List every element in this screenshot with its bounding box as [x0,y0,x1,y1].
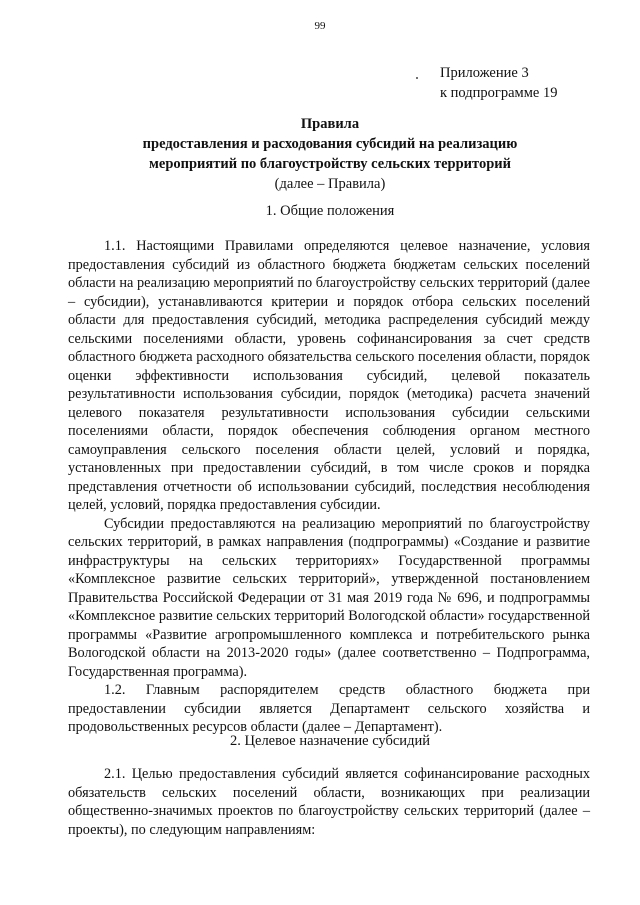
paragraph-1-2: 1.2. Главным распорядителем средств областного бюджета при предоставлении субсидии является Департамент сельского хозяйства и продовольственных ресурсов области (далее – Департамент). [68,682,590,735]
title-line-2: предоставления и расходования субсидий на реализацию [142,136,518,152]
paragraph-1-1: 1.1. Настоящими Правилами определяются целевое назначение, условия предоставления субсидий из областного бюджета бюджетам сельских поселений области на реализацию мероприятий по благоустройству сельских территорий (далее – субсидии), устанавливаются критерии и порядок отбора сельских поселений области для предоставления субсидий, методика распределения субсидий между сельскими поселениями области, уровень софинансирования за счет средств областного бюджета расходного обязательства сельского поселения области, порядок оценки эффективности использования субсидий, целевой показатель результативности использования субсидии, порядок (методика) расчета значений целевого показателя результативности использования субсидии сельскими поселениями области, порядок обеспечения соблюдения органом местного самоуправления сельского поселения области целей, условий и порядка, установленных при предоставлении субсидий, в том числе сроков и порядка представления отчетности об использовании субсидий, последствия несоблюдения целей, условий, порядка предоставления субсидии. [68,238,590,513]
scan-speck [416,77,418,79]
section-1-body [68,237,590,737]
title-line-1: Правила [300,116,360,132]
paragraph-2-1: 2.1. Целью предоставления субсидий является софинансирование расходных обязательств сельских поселений области, возникающих при реализации общественно-значимых проектов по благоустройству сельских территорий (далее – проекты), по следующим направлениям: [68,766,590,838]
appendix-reference [440,63,557,103]
title-line-4: (далее – Правила) [274,176,386,192]
section-1-heading: 1. Общие положения [265,203,395,219]
page-number: 99 [314,20,326,32]
appendix-line-1: Приложение 3 [440,65,529,81]
paragraph-1-1-subsidies: Субсидии предоставляются на реализацию мероприятий по благоустройству сельских территорий, в рамках направления (подпрограммы) «Создание и развитие инфраструктуры на сельских территориях» Государственной программы «Комплексное развитие сельских территорий», утвержденной постановлением Правительства Российской Федерации от 31 мая 2019 года № 696, и подпрограммы «Комплексное развитие сельских территорий Вологодской области» государственной программы «Развитие агропромышленного комплекса и потребительского рынка Вологодской области на 2013-2020 годы» (далее соответственно – Подпрограмма, Государственная программа). [68,515,590,680]
section-2-heading: 2. Целевое назначение субсидий [230,733,430,749]
document-title [60,114,600,194]
title-line-3: мероприятий по благоустройству сельских территорий [149,156,511,172]
section-2-body [68,765,590,839]
appendix-line-2: к подпрограмме 19 [440,85,558,101]
